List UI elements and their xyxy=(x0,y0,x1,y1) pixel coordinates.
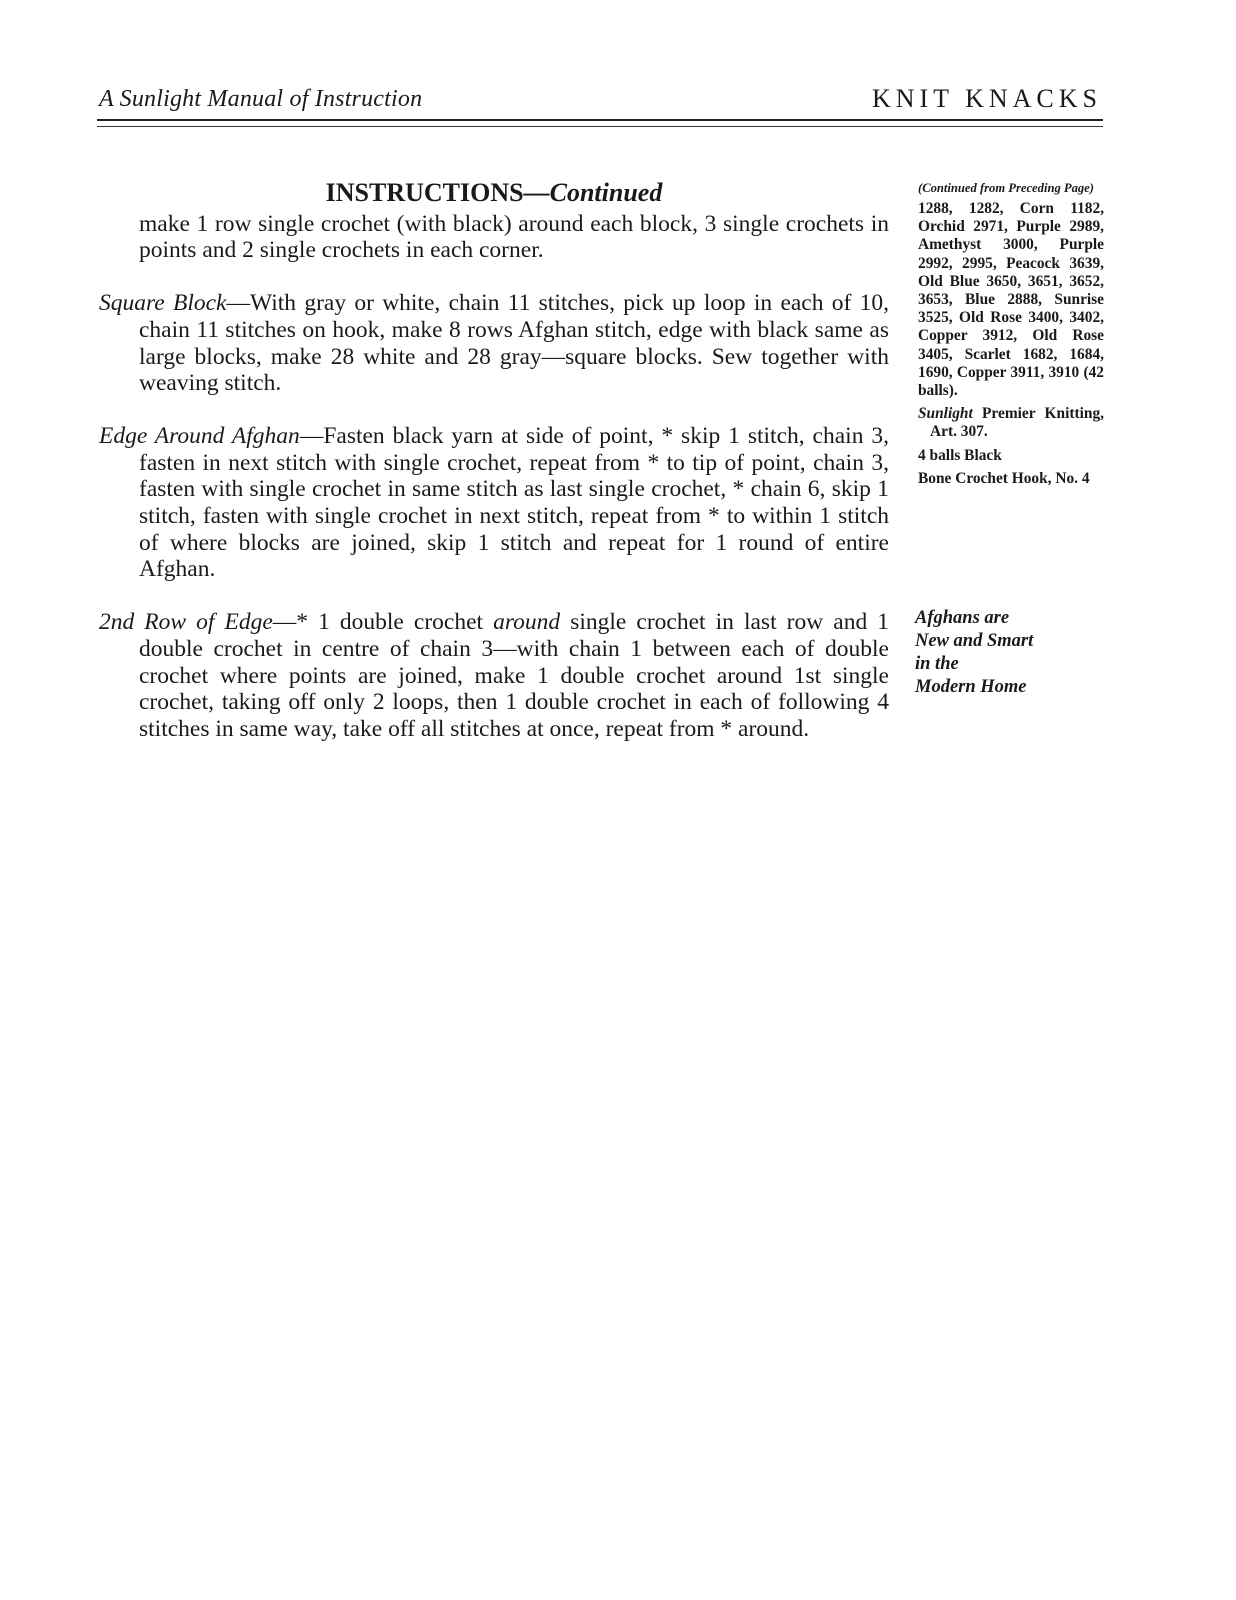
paragraph-square-block xyxy=(99,290,889,397)
promo-line-2: New and Smart xyxy=(915,631,1034,651)
header-rule-thin xyxy=(97,126,1103,127)
paragraph-second-row-edge xyxy=(99,609,889,743)
sidebar-heading: (Continued from Preceding Page) xyxy=(918,181,1094,195)
sidebar-promo xyxy=(915,607,1105,699)
promo-line-3: in the xyxy=(915,654,959,674)
paragraph-body-second-row-a: —* 1 double crochet xyxy=(272,609,494,636)
section-title-text: INSTRUCTIONS xyxy=(325,178,524,207)
sidebar-yarn-text: Premier Knitting, Art. 307. xyxy=(930,405,1104,441)
paragraph-body-edge-around: —Fasten black yarn at side of point, * skip 1 stitch, chain 3, fasten in next stitch with single crochet, repeat from * to tip of point, chain 3, fasten with single crochet in same stitch as last single crochet, * chain 6, skip 1 stitch, fasten with single crochet in next stitch, repeat from * to within 1 stitch of where blocks are joined, skip 1 stitch and repeat for 1 round of entire Afghan. xyxy=(139,422,889,583)
header-rule-thick xyxy=(97,119,1103,121)
section-title xyxy=(99,180,889,207)
running-head-right: KNIT KNACKS xyxy=(871,84,1102,113)
paragraph-lead-square-block: Square Block xyxy=(99,290,227,317)
materials-sidebar xyxy=(908,182,1104,493)
paragraph-emphasis-around: around xyxy=(493,609,561,636)
sidebar-color-list: 1288, 1282, Corn 1182, Orchid 2971, Purple 2989, Amethyst 3000, Purple 2992, 2995, Peacock 3639, Old Blue 3650, 3651, 3652, 3653, Blue 2888, Sunrise 3525, Old Rose 3400, 3402, Copper 3912, Old Rose 3405, Scarlet 1682, 1684, 1690, Copper 3911, 3910 (42 balls). xyxy=(918,200,1104,400)
sidebar-black-yarn: 4 balls Black xyxy=(918,446,1002,464)
instructions-column xyxy=(99,180,889,769)
paragraph-edge-around-afghan xyxy=(99,423,889,583)
running-head-left: A Sunlight Manual of Instruction xyxy=(99,86,423,112)
paragraph-lead-edge-around: Edge Around Afghan xyxy=(99,422,300,449)
promo-line-1: Afghans are xyxy=(915,608,1010,628)
paragraph-body-square-block: —With gray or white, chain 11 stitches, pick up loop in each of 10, chain 11 stitches on hook, make 8 rows Afghan stitch, edge with black same as large blocks, make 28 white and 28 gray—square blocks. Sew together with weaving stitch. xyxy=(139,290,889,397)
promo-line-4: Modern Home xyxy=(915,677,1027,697)
paragraph-lead-second-row: 2nd Row of Edge xyxy=(99,609,273,636)
sidebar-hook: Bone Crochet Hook, No. 4 xyxy=(918,469,1090,487)
sidebar-yarn-brand: Sunlight xyxy=(918,405,973,423)
paragraph-block-edging: make 1 row single crochet (with black) around each block, 3 single crochets in points and 2 single crochets in each corner. xyxy=(139,210,889,264)
sidebar-yarn xyxy=(908,405,1104,441)
paragraph-body-second-row-b: single crochet in last row and 1 double crochet in centre of chain 3—with chain 1 between each of double crochet where points are joined, make 1 double crochet around 1st single crochet, taking off only 2 loops, then 1 double crochet in each of following 4 stitches in same way, take off all stitches at once, repeat from * around. xyxy=(139,609,890,742)
section-title-continued: —Continued xyxy=(523,178,663,207)
